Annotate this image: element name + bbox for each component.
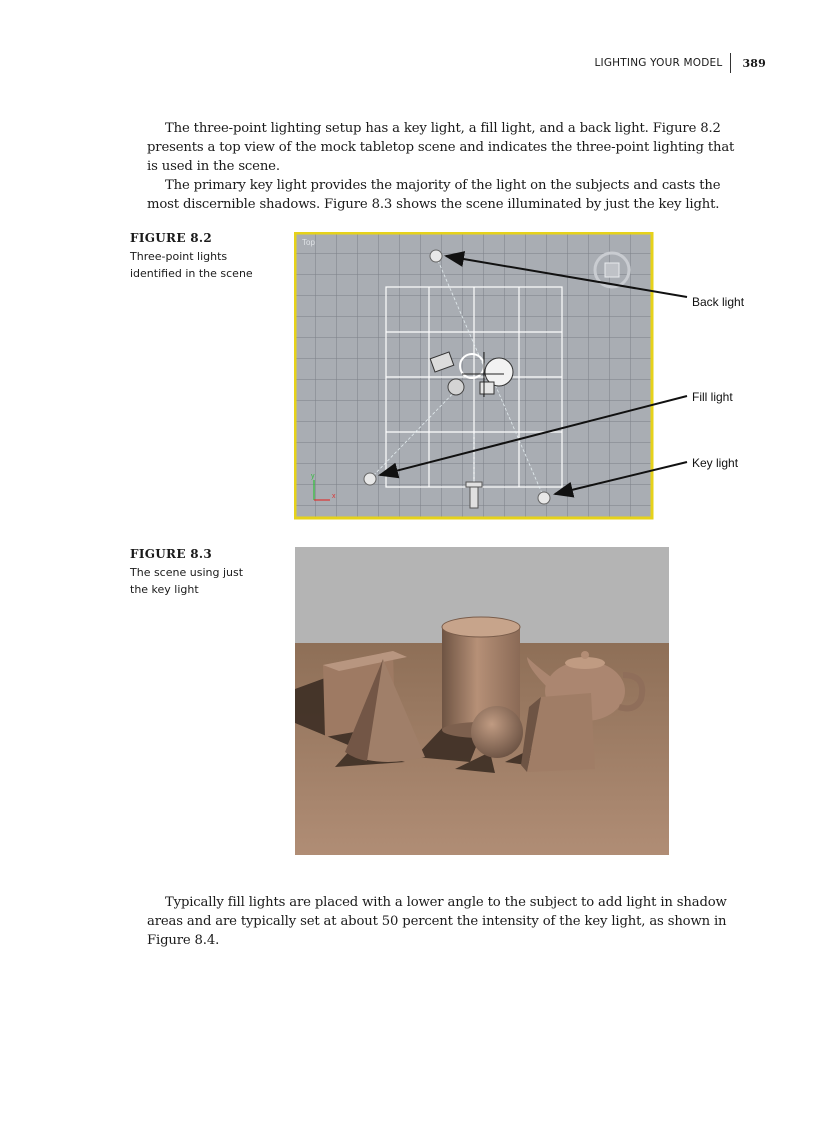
body-paragraph-2-text: The primary key light provides the majority of the light on the subjects and casts the most discernible shadows. Figure 8.3 shows the scene illuminated by just the key light. [147,178,721,212]
figure-8-2-caption [130,231,260,282]
running-head [595,53,767,73]
body-paragraph-2 [147,176,735,214]
figure-8-2-image [294,232,754,522]
running-head-title: LIGHTING YOUR MODEL [595,53,732,73]
figure-8-2-caption-text: Three-point lights identified in the scene [130,250,253,280]
body-paragraph-3 [147,893,735,950]
figure-8-3-label: FIGURE 8.3 [130,547,213,561]
back-light-callout: Back light [692,295,745,309]
axis-y-label: y [311,473,315,480]
tapered-box-object [521,693,595,772]
body-paragraph-1 [147,119,735,176]
fill-light-icon [364,473,376,485]
page-number: 389 [742,56,766,70]
figure-8-3-caption-text: The scene using just the key light [130,566,244,596]
body-paragraph-3-text: Typically fill lights are placed with a lower angle to the subject to add light in shadow areas and are typically set at about 50 percent the intensity of the key light, as shown in Figure 8.4. [147,895,727,948]
figure-8-2-label: FIGURE 8.2 [130,231,213,245]
viewport-label: Top [302,238,315,247]
back-light-icon [430,250,442,262]
body-paragraph-1-text: The three-point lighting setup has a key light, a fill light, and a back light. Figure 8.2 presents a top view of the mock tabletop scene and indicates the three-point lighting that is used in the scene. [147,121,735,174]
fill-light-callout: Fill light [692,390,733,404]
key-light-icon [538,492,550,504]
figure-8-3-image [295,547,669,855]
axis-x-label: x [332,493,336,500]
figure-8-3-caption [130,547,260,598]
key-light-callout: Key light [692,456,739,470]
sphere-object [471,706,523,758]
